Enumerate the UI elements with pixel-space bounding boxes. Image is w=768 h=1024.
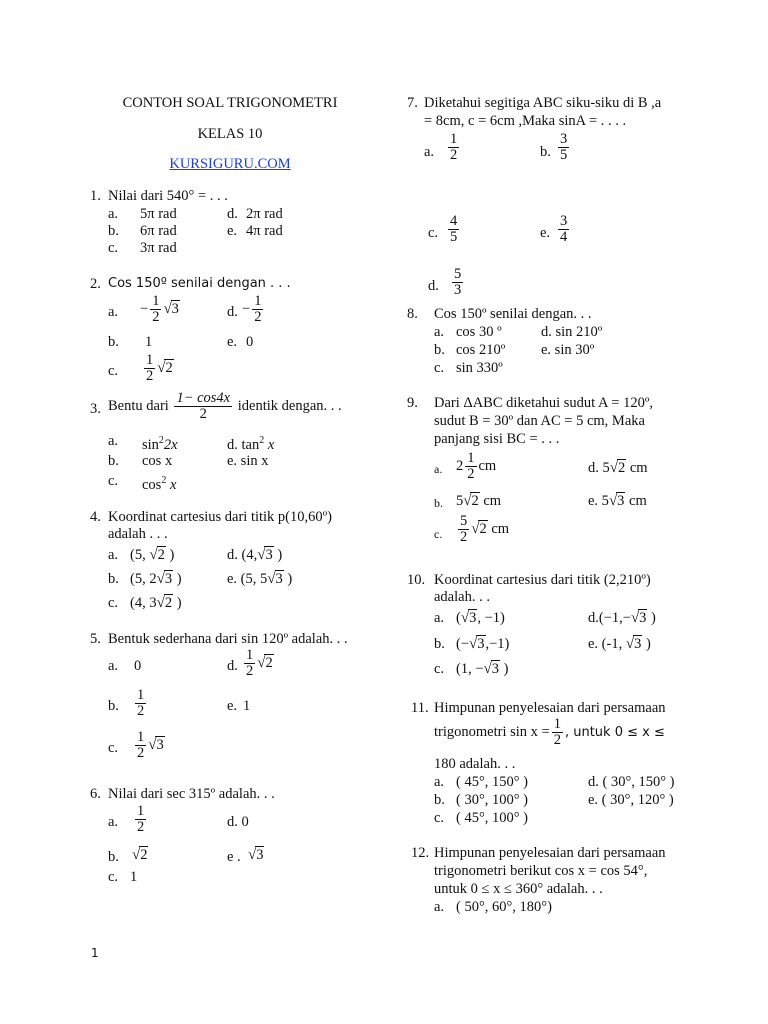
option-letter: c. — [434, 527, 443, 541]
option-c: $\frac{1}{2}$ √3 — [137, 729, 164, 761]
option-a: (5, √2 ) — [130, 547, 175, 563]
option-a: $\sin^22x$ — [142, 435, 178, 453]
question-stem: Bentu dari $\frac{1- \cos 4x}{2}$ identik dengan. . . — [108, 390, 342, 422]
question-number: 8. — [407, 306, 418, 322]
option-d: $\frac{5}{3}$ — [454, 266, 462, 298]
option-a: − $\frac{1}{2}$ √3 — [140, 293, 179, 325]
option-letter: c. — [428, 225, 439, 241]
option-letter: a. — [434, 610, 445, 626]
option-letter: b. — [108, 453, 119, 469]
option-d: d. $\tan^2 x$ — [227, 435, 275, 453]
option-letter: b. — [108, 849, 119, 865]
question-number: 2. — [90, 276, 101, 292]
option-b: $\frac{1}{2}$ — [137, 687, 145, 719]
option-b: ( 30°, 100° ) — [456, 792, 529, 808]
option-letter: a. — [108, 547, 119, 563]
option-a: 0 — [134, 658, 142, 674]
option-c: (1, −√3 ) — [456, 661, 509, 677]
option-letter: b. — [108, 571, 119, 587]
option-letter: b. — [540, 144, 551, 160]
option-e: e. (5, 5√3 ) — [227, 571, 293, 587]
option-d: d. 5√2 cm — [588, 460, 648, 476]
option-letter: b. — [434, 496, 443, 510]
option-a: $\frac{1}{2}$ — [137, 803, 145, 835]
option-c: 3π rad — [140, 240, 177, 256]
option-d: d. ( 30°, 150° ) — [588, 774, 675, 790]
option-e: e. 5√3 cm — [588, 493, 647, 509]
option-e: √3 — [248, 847, 264, 863]
option-letter: d. — [227, 206, 238, 222]
option-letter: e. — [227, 698, 238, 714]
option-letter: c. — [434, 810, 445, 826]
question-number: 9. — [407, 395, 418, 411]
question-stem-line1: Koordinat cartesius dari titik p(10,60º) — [108, 509, 332, 525]
option-e: 0 — [246, 334, 254, 350]
question-stem-line1: Himpunan penyelesaian dari persamaan — [434, 700, 666, 716]
question-number: 3. — [90, 401, 101, 417]
option-e: e. sin x — [227, 453, 269, 469]
question-stem: Bentuk sederhana dari sin 120º adalah. . . — [108, 631, 348, 647]
question-number: 4. — [90, 509, 101, 525]
option-letter: a. — [108, 304, 119, 320]
question-stem: Nilai dari sec 315º adalah. . . — [108, 786, 275, 802]
option-letter: a. — [108, 206, 119, 222]
class-level: KELAS 10 — [197, 126, 263, 142]
option-a: ( 45°, 150° ) — [456, 774, 529, 790]
option-e: 1 — [243, 698, 251, 714]
page-number: 1 — [91, 946, 99, 960]
option-d: $\frac{1}{2}$ √2 — [246, 647, 273, 679]
question-stem-line2: trigonometri berikut cos x = cos 54°, — [434, 863, 648, 879]
question-stem-line3: panjang sisi BC = . . . — [434, 431, 560, 447]
option-letter: a. — [108, 433, 119, 449]
option-d: 2π rad — [246, 206, 283, 222]
question-stem-line3: untuk 0 ≤ x ≤ 360° adalah. . . — [434, 881, 603, 897]
option-letter: a. — [434, 462, 443, 476]
option-letter: c. — [108, 740, 119, 756]
option-e: e. sin 30º — [541, 342, 595, 358]
question-stem: Cos 150º senilai dengan . . . — [108, 276, 291, 291]
option-d: − $\frac{1}{2}$ — [242, 293, 262, 325]
option-letter: a. — [434, 774, 445, 790]
question-stem-line1: Koordinat cartesius dari titik (2,210º) — [434, 572, 651, 588]
option-letter: c. — [108, 473, 119, 489]
option-c: sin 330º — [456, 360, 503, 376]
option-letter: c. — [108, 869, 119, 885]
option-letter: a. — [108, 814, 119, 830]
option-b: 1 — [145, 334, 153, 350]
question-stem-line3: 180 adalah. . . — [434, 756, 516, 772]
option-c: 1 — [130, 869, 138, 885]
option-letter: b. — [108, 334, 119, 350]
document-title: CONTOH SOAL TRIGONOMETRI — [122, 95, 338, 111]
option-letter: e. — [227, 334, 238, 350]
option-e: e. ( 30°, 120° ) — [588, 792, 674, 808]
option-letter: c. — [434, 360, 445, 376]
question-number: 12. — [411, 845, 430, 861]
option-b: 5√2 cm — [456, 493, 502, 509]
question-stem-line1: Dari ΔABC diketahui sudut A = 120º, — [434, 395, 653, 411]
option-b: $\frac{3}{5}$ — [560, 131, 568, 163]
question-number: 11. — [411, 700, 429, 716]
option-letter: a. — [434, 899, 445, 915]
option-a: ( 50°, 60°, 180°) — [456, 899, 552, 915]
option-letter: d. — [227, 304, 238, 320]
option-letter: b. — [434, 636, 445, 652]
option-b: (−√3,−1) — [456, 636, 510, 652]
option-c: $\cos^2 x$ — [142, 475, 177, 493]
question-stem-line1: Himpunan penyelesaian dari persamaan — [434, 845, 666, 861]
site-link[interactable]: KURSIGURU.COM — [169, 156, 291, 172]
option-a: (√3, −1) — [456, 610, 505, 626]
option-a: 5π rad — [140, 206, 177, 222]
question-stem-line2: = 8cm, c = 6cm ,Maka sinA = . . . . — [424, 113, 627, 129]
option-letter: c. — [108, 595, 119, 611]
option-c: ( 45°, 100° ) — [456, 810, 529, 826]
option-letter: b. — [434, 792, 445, 808]
option-letter: e. — [540, 225, 551, 241]
option-b: cos 210º — [456, 342, 506, 358]
option-e: $\frac{3}{4}$ — [560, 213, 568, 245]
option-d: d. (4,√3 ) — [227, 547, 283, 563]
option-d: d. sin 210º — [541, 324, 603, 340]
question-stem-line2: trigonometri sin x = $\frac{1}{2}$ , untuk 0 ≤ x ≤ — [434, 716, 665, 748]
option-e: e. (-1, √3 ) — [588, 636, 651, 652]
question-stem-line2: sudut B = 30º dan AC = 5 cm, Maka — [434, 413, 645, 429]
option-b: (5, 2√3 ) — [130, 571, 182, 587]
question-number: 5. — [90, 631, 101, 647]
option-letter: e . — [227, 849, 241, 865]
question-stem: Cos 150º senilai dengan. . . — [434, 306, 592, 322]
question-stem: Nilai dari 540° = . . . — [108, 188, 228, 204]
option-letter: b. — [108, 698, 119, 714]
option-a: 2 $\frac{1}{2}$ cm — [456, 450, 497, 482]
question-stem-line2: adalah . . . — [108, 526, 168, 542]
option-a: $\frac{1}{2}$ — [450, 131, 458, 163]
option-b: 6π rad — [140, 223, 177, 239]
option-e: 4π rad — [246, 223, 283, 239]
option-letter: e. — [227, 223, 238, 239]
question-number: 6. — [90, 786, 101, 802]
option-c: $\frac{1}{2}$ √2 — [146, 352, 173, 384]
question-number: 7. — [407, 95, 418, 111]
option-b: cos x — [142, 453, 173, 469]
question-stem-line1: Diketahui segitiga ABC siku-siku di B ,a — [424, 95, 662, 111]
option-letter: b. — [108, 223, 119, 239]
option-letter: c. — [434, 661, 445, 677]
option-letter: a. — [108, 658, 119, 674]
option-a: cos 30 º — [456, 324, 502, 340]
option-c: $\frac{5}{2}$ √2 cm — [460, 513, 510, 545]
option-letter: c. — [108, 363, 119, 379]
option-letter: a. — [434, 324, 445, 340]
question-number: 1. — [90, 188, 101, 204]
option-letter: c. — [108, 240, 119, 256]
option-c: $\frac{4}{5}$ — [450, 213, 458, 245]
option-b: √2 — [132, 847, 148, 863]
option-letter: d. — [227, 658, 238, 674]
option-letter: b. — [434, 342, 445, 358]
option-letter: d. — [428, 278, 439, 294]
option-d: d. 0 — [227, 814, 249, 830]
option-c: (4, 3√2 ) — [130, 595, 182, 611]
option-letter: a. — [424, 144, 435, 160]
question-number: 10. — [407, 572, 426, 588]
question-stem-line2: adalah. . . — [434, 589, 490, 605]
option-d: d.(−1,−√3 ) — [588, 610, 656, 626]
